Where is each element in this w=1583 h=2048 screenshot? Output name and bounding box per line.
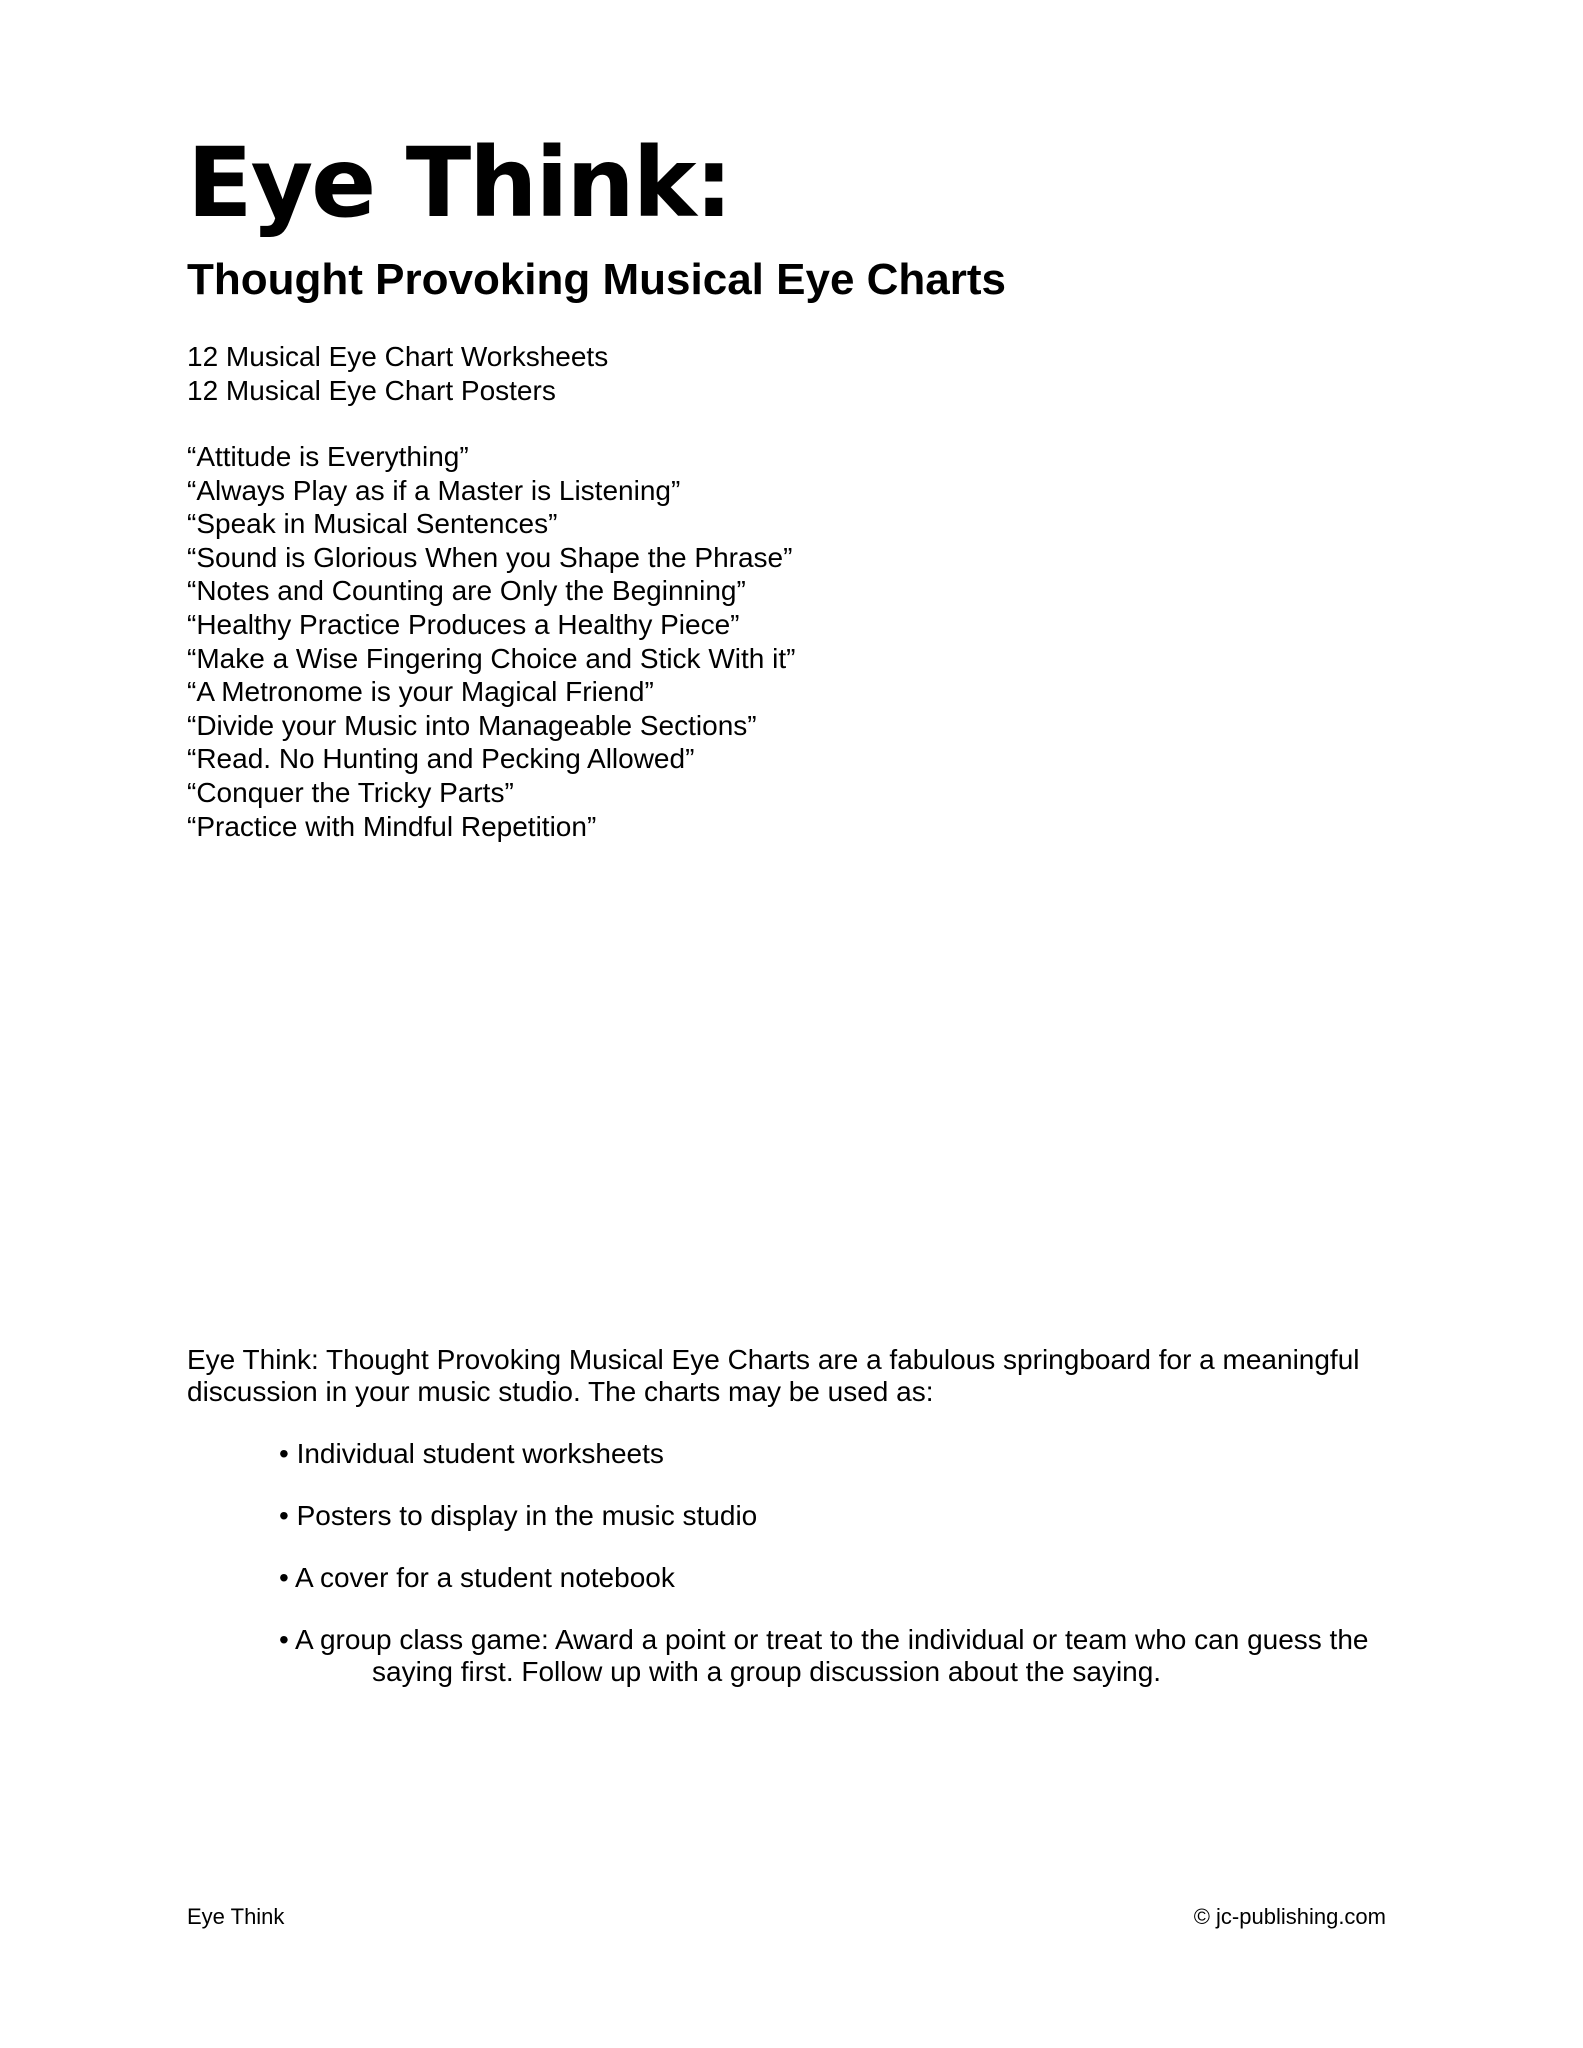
saying-item: “Attitude is Everything” <box>187 441 469 472</box>
intro-paragraph: Eye Think: Thought Provoking Musical Eye Charts are a fabulous springboard for a meaningful discussion in your music studio. The charts may be used as: <box>187 1344 1360 1407</box>
sayings-list <box>187 440 795 843</box>
use-item-text: • A group class game: Award a point or treat to the individual or team who can guess the <box>279 1624 1369 1655</box>
saying-item: “Healthy Practice Produces a Healthy Piece” <box>187 608 740 640</box>
uses-list <box>279 1438 1409 1718</box>
contents-item: 12 Musical Eye Chart Worksheets <box>187 341 609 372</box>
page-title: Eye Think: <box>187 127 731 239</box>
footer-left: Eye Think <box>187 1904 285 1929</box>
contents-item: 12 Musical Eye Chart Posters <box>187 375 556 406</box>
footer-copyright: © jc-publishing.com <box>1193 1904 1386 1929</box>
use-item-group-game <box>279 1624 1409 1688</box>
saying-item: “Sound is Glorious When you Shape the Phrase” <box>187 541 793 573</box>
saying-item: “Notes and Counting are Only the Beginning” <box>187 575 746 607</box>
use-item: • Individual student worksheets <box>279 1438 664 1469</box>
use-item: • A cover for a student notebook <box>279 1562 675 1593</box>
saying-item: “Speak in Musical Sentences” <box>187 508 558 540</box>
saying-item: “Read. No Hunting and Pecking Allowed” <box>187 743 695 775</box>
saying-item: “Always Play as if a Master is Listening” <box>187 474 681 506</box>
saying-item: “Make a Wise Fingering Choice and Stick With it” <box>187 642 796 674</box>
saying-item: “Practice with Mindful Repetition” <box>187 810 597 842</box>
saying-item: “Conquer the Tricky Parts” <box>187 776 514 808</box>
saying-item: “Divide your Music into Manageable Sections” <box>187 709 757 741</box>
contents-list <box>187 340 608 408</box>
saying-item: “A Metronome is your Magical Friend” <box>187 676 654 708</box>
page-subtitle: Thought Provoking Musical Eye Charts <box>187 255 1007 304</box>
use-item-continuation: saying first. Follow up with a group discussion about the saying. <box>372 1656 1162 1687</box>
use-item: • Posters to display in the music studio <box>279 1500 758 1531</box>
